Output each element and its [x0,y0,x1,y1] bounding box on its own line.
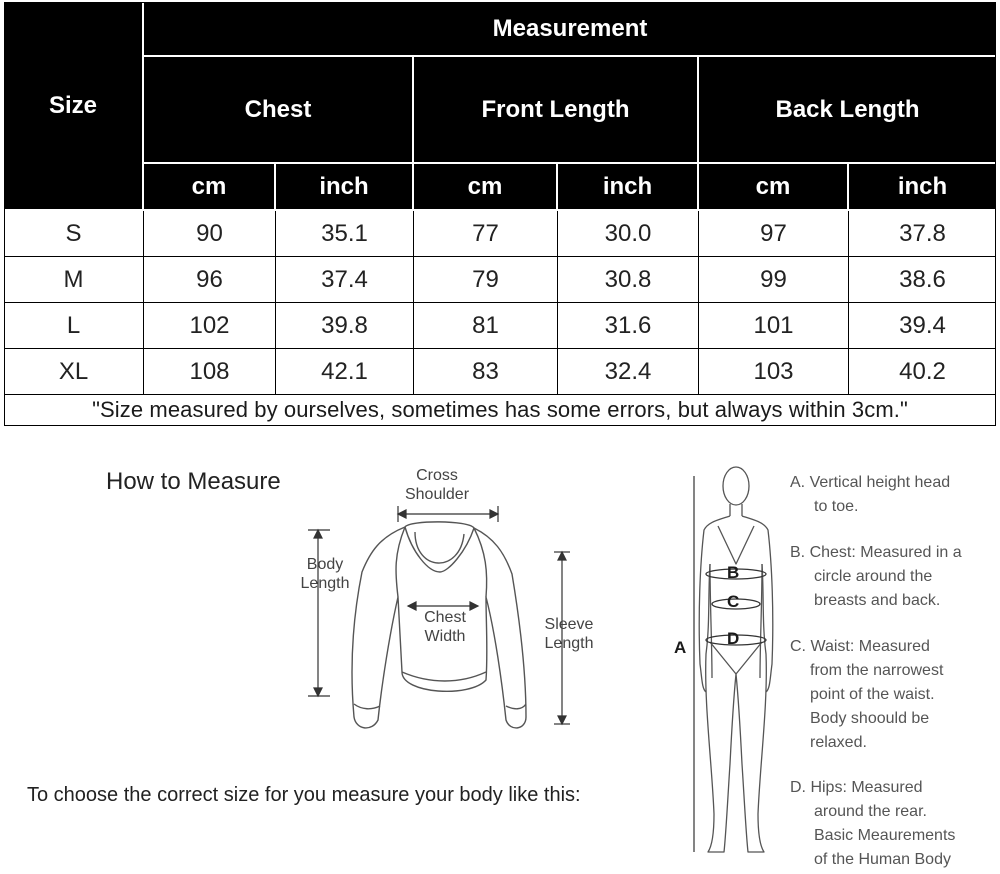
value-cell: 30.8 [558,257,699,303]
value-cell: 108 [144,349,276,395]
value-cell: 102 [144,303,276,349]
value-cell: 31.6 [558,303,699,349]
marker-b: B [727,563,740,582]
value-cell: 99 [699,257,849,303]
sweater-diagram [290,462,610,742]
legend-item-a: A. Vertical height head to toe. [790,474,951,515]
unit-header: inch [558,164,699,211]
value-cell: 81 [414,303,558,349]
how-to-measure-title: How to Measure [106,468,281,495]
value-cell: 97 [699,211,849,257]
legend-item-c: C. Waist: Measured from the narrowest point of the waist. Body shoould be relaxed. [790,638,944,751]
chest-header: Chest [144,57,414,164]
legend-item-d: D. Hips: Measured around the rear. Basic Meaurements of the Human Body [790,779,956,868]
value-cell: 79 [414,257,558,303]
front-length-header: Front Length [414,57,699,164]
size-cell: S [4,211,144,257]
value-cell: 30.0 [558,211,699,257]
measurement-header: Measurement [144,2,996,57]
size-note: "Size measured by ourselves, sometimes has some errors, but always within 3cm." [4,395,996,426]
value-cell: 101 [699,303,849,349]
marker-d: D [727,629,740,648]
unit-header: inch [276,164,414,211]
value-cell: 42.1 [276,349,414,395]
value-cell: 103 [699,349,849,395]
size-cell: M [4,257,144,303]
legend-item-b: B. Chest: Measured in a circle around the breasts and back. [790,544,962,609]
body-figure-diagram [690,464,790,864]
value-cell: 32.4 [558,349,699,395]
size-cell: XL [4,349,144,395]
value-cell: 37.4 [276,257,414,303]
value-cell: 96 [144,257,276,303]
value-cell: 35.1 [276,211,414,257]
size-cell: L [4,303,144,349]
chest-width-label: Chest Width [424,609,466,645]
marker-c: C [727,592,740,611]
body-length-label: Body Length [300,556,350,592]
size-header: Size [4,2,144,211]
value-cell: 39.4 [849,303,996,349]
value-cell: 37.8 [849,211,996,257]
unit-header: inch [849,164,996,211]
sleeve-length-label: Sleeve Length [544,616,594,652]
back-length-header: Back Length [699,57,996,164]
value-cell: 40.2 [849,349,996,395]
marker-a: A [674,638,687,657]
unit-header: cm [414,164,558,211]
value-cell: 77 [414,211,558,257]
value-cell: 38.6 [849,257,996,303]
size-chart-table [4,2,996,426]
cross-shoulder-label: Cross Shoulder [404,467,470,503]
value-cell: 90 [144,211,276,257]
unit-header: cm [699,164,849,211]
unit-header: cm [144,164,276,211]
value-cell: 39.8 [276,303,414,349]
instruction-text: To choose the correct size for you measure your body like this: [27,784,581,806]
value-cell: 83 [414,349,558,395]
